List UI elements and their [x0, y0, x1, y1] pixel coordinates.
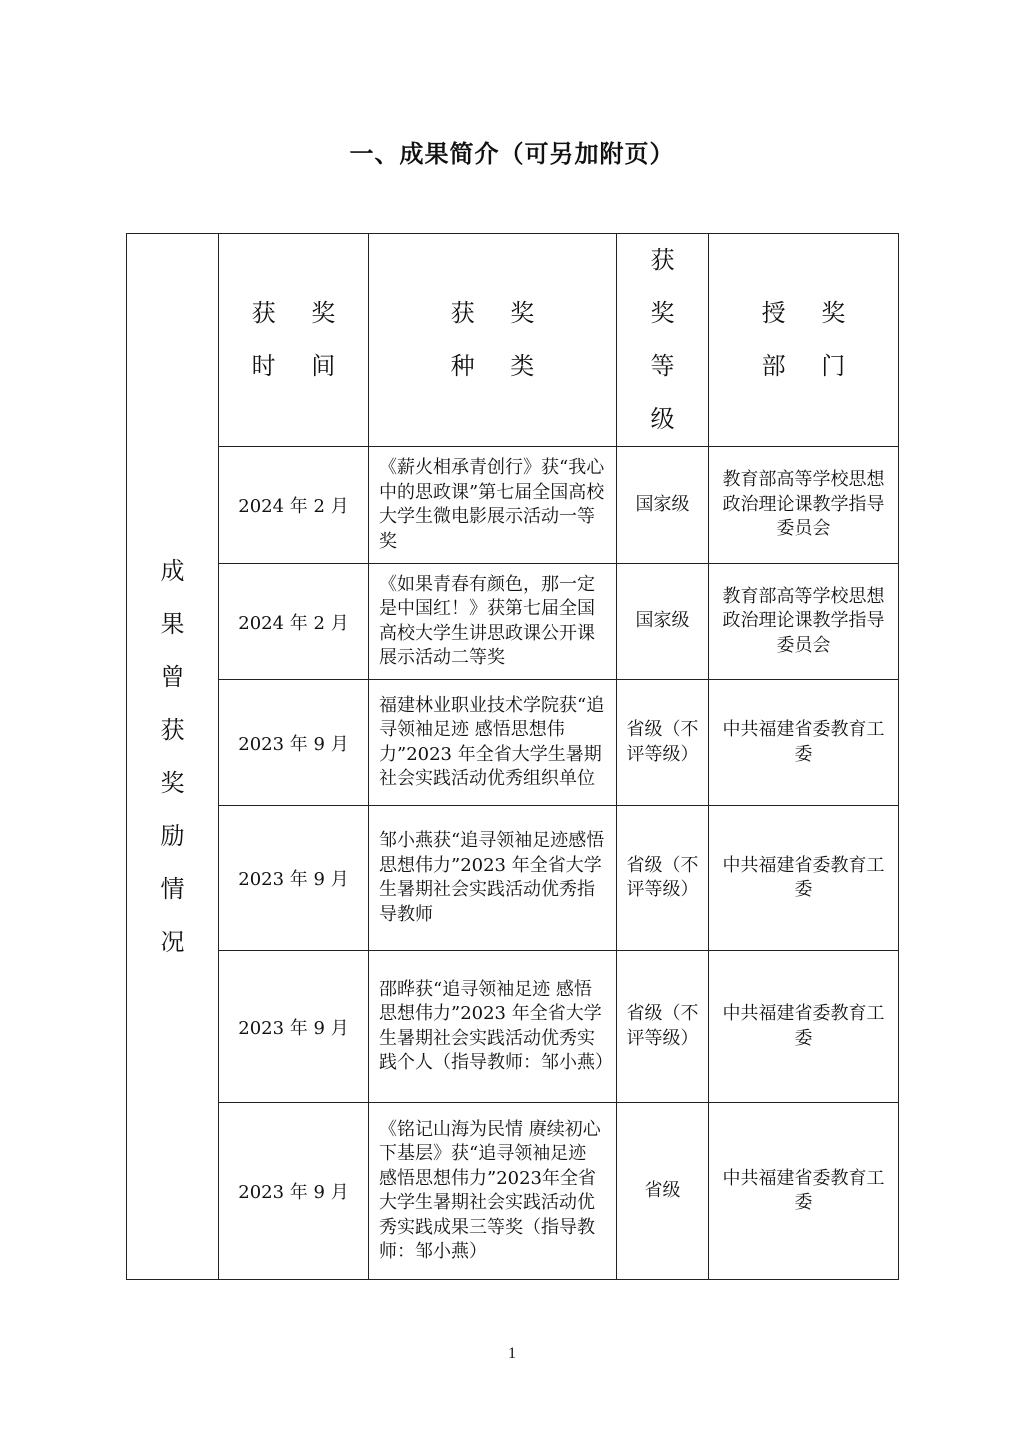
- award-department: 中共福建省委教育工委: [709, 951, 899, 1103]
- award-time: 2023 年 9 月: [219, 680, 369, 806]
- table-row: [127, 447, 899, 564]
- award-level: 省级（不评等级）: [617, 680, 709, 806]
- award-time: 2023 年 9 月: [219, 1103, 369, 1280]
- table-header-row: [127, 234, 899, 447]
- header-award-time: [219, 234, 369, 447]
- page-title: 一、成果简介（可另加附页）: [349, 140, 675, 168]
- award-time: 2024 年 2 月: [219, 564, 369, 680]
- award-kind: 邹小燕获“追寻领袖足迹感悟思想伟力”2023 年全省大学生暑期社会实践活动优秀指导教师: [369, 806, 617, 951]
- award-department: 中共福建省委教育工委: [709, 680, 899, 806]
- award-kind: 邵晔获“追寻领袖足迹 感悟思想伟力”2023 年全省大学生暑期社会实践活动优秀实践个人（指导教师：邹小燕）: [369, 951, 617, 1103]
- award-kind: 《铭记山海为民情 赓续初心下基层》获“追寻领袖足迹 感悟思想伟力”2023年全省大学生暑期社会实践活动优秀实践成果三等奖（指导教师：邹小燕）: [369, 1103, 617, 1280]
- award-time: 2023 年 9 月: [219, 806, 369, 951]
- table-row: [127, 951, 899, 1103]
- award-department: 教育部高等学校思想政治理论课教学指导委员会: [709, 447, 899, 564]
- header-award-time-line1: 获 奖: [251, 299, 350, 327]
- award-kind: 《如果青春有颜色，那一定是中国红！》获第七届全国高校大学生讲思政课公开课展示活动二等奖: [369, 564, 617, 680]
- award-level: 省级: [617, 1103, 709, 1280]
- header-award-level-line2: 等 级: [650, 352, 689, 433]
- award-level: 国家级: [617, 564, 709, 680]
- header-award-department-line1: 授 奖: [761, 299, 860, 327]
- award-department: 教育部高等学校思想政治理论课教学指导委员会: [709, 564, 899, 680]
- header-award-kind-line1: 获 奖: [450, 299, 549, 327]
- award-level: 省级（不评等级）: [617, 806, 709, 951]
- side-label-cell: [127, 234, 219, 1280]
- award-department: 中共福建省委教育工委: [709, 1103, 899, 1280]
- award-level: 国家级: [617, 447, 709, 564]
- award-kind: 《薪火相承青创行》获“我心中的思政课”第七届全国高校大学生微电影展示活动一等奖: [369, 447, 617, 564]
- header-award-level: [617, 234, 709, 447]
- award-time: 2023 年 9 月: [219, 951, 369, 1103]
- table-row: [127, 680, 899, 806]
- header-award-kind: [369, 234, 617, 447]
- table-row: [127, 806, 899, 951]
- award-level: 省级（不评等级）: [617, 951, 709, 1103]
- award-kind: 福建林业职业技术学院获“追寻领袖足迹 感悟思想伟力”2023 年全省大学生暑期社会实践活动优秀组织单位: [369, 680, 617, 806]
- awards-table: [126, 233, 899, 1280]
- table-row: [127, 564, 899, 680]
- header-award-department: [709, 234, 899, 447]
- side-label: 成果曾获奖励情况: [160, 556, 185, 956]
- table-row: [127, 1103, 899, 1280]
- page-number: 1: [508, 1345, 516, 1362]
- award-time: 2024 年 2 月: [219, 447, 369, 564]
- header-award-time-line2: 时 间: [251, 352, 350, 380]
- header-award-level-line1: 获 奖: [650, 246, 689, 327]
- header-award-kind-line2: 种 类: [450, 352, 549, 380]
- award-department: 中共福建省委教育工委: [709, 806, 899, 951]
- header-award-department-line2: 部 门: [761, 352, 860, 380]
